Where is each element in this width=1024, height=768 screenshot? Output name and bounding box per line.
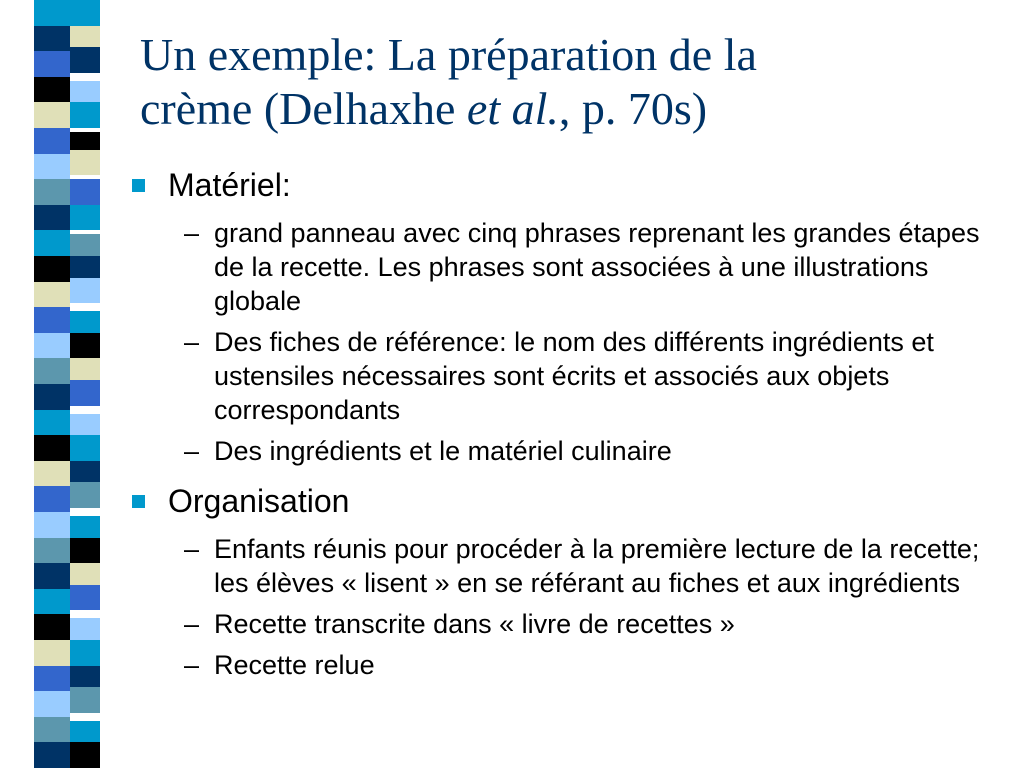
strip-segment [70,482,100,508]
strip-segment [34,717,70,742]
strip-segment [34,563,70,589]
strip-segment [34,691,70,717]
strip-segment [34,384,70,410]
sub-bullet-text: Des ingrédients et le matériel culinaire [214,436,672,466]
strip-segment [34,461,70,486]
bullet-heading: Organisation [168,483,350,519]
sub-bullet-item [128,607,1008,641]
sub-bullet-text: Recette transcrite dans « livre de recettes » [214,609,735,639]
strip-segment [34,51,70,77]
bullet-item [128,166,1008,204]
sub-bullet-item [128,434,1008,468]
strip-segment [34,154,70,179]
strip-segment [34,435,70,461]
strip-segment [34,77,70,102]
strip-segment [70,205,100,230]
title-text: Un exemple: La préparation de la [140,29,757,80]
strip-segment [34,256,70,282]
sub-bullet-item [128,325,1008,427]
strip-segment [70,687,100,713]
slide-title [140,28,1000,136]
strip-segment [70,102,100,128]
strip-segment [34,640,70,666]
title-text: et al. [466,83,559,134]
strip-segment [34,205,70,230]
strip-segment [34,358,70,384]
strip-segment [34,307,70,333]
strip-segment [34,333,70,358]
strip-segment [34,742,70,768]
sub-bullet-item [128,216,1008,318]
dash-bullet-icon: – [184,650,200,680]
square-bullet-icon [132,495,145,508]
strip-segment [70,333,100,358]
strip-segment [34,614,70,640]
title-text: crème (Delhaxhe [140,83,467,134]
square-bullet-icon [132,179,145,192]
strip-segment [34,282,70,307]
strip-segment [34,486,70,512]
dash-bullet-icon: – [184,218,200,248]
sub-bullet-text: Enfants réunis pour procéder à la première lecture de la recette; les élèves « lisent » en se référant au fiches et aux ingrédients [214,534,980,598]
bullet-item [128,482,1008,520]
strip-segment [34,512,70,538]
dash-bullet-icon: – [184,534,200,564]
strip-segment [34,26,70,51]
strip-segment [70,585,100,610]
bullet-heading: Matériel: [168,167,291,203]
strip-segment [70,278,100,303]
strip-segment [34,230,70,256]
strip-segment [70,538,100,563]
strip-segment [70,640,100,666]
dash-bullet-icon: – [184,436,200,466]
slide-content [128,166,1008,696]
strip-segment [34,0,70,26]
strip-segment [34,128,70,154]
strip-segment [34,666,70,691]
title-line [140,82,1000,136]
strip-segment [34,410,70,435]
title-text: , p. 70s) [558,83,708,134]
title-line [140,28,1000,82]
strip-segment [70,47,100,73]
strip-segment [70,742,100,768]
strip-segment [70,435,100,461]
sub-bullet-item [128,648,1008,682]
strip-segment [34,538,70,563]
strip-segment [70,380,100,406]
sub-bullet-text: Recette relue [214,650,375,680]
strip-segment [34,589,70,614]
strip-segment [34,179,70,205]
sub-bullet-text: Des fiches de référence: le nom des différents ingrédients et ustensiles nécessaires sont écrits et associés aux objets correspondants [214,327,934,425]
strip-segment [70,0,100,26]
dash-bullet-icon: – [184,609,200,639]
strip-segment [34,102,70,128]
sub-bullet-text: grand panneau avec cinq phrases reprenant les grandes étapes de la recette. Les phrases sont associées à une illustrations globale [214,218,980,316]
strip-segment [70,150,100,175]
decorative-side-strip [0,0,100,768]
dash-bullet-icon: – [184,327,200,357]
sub-bullet-item [128,532,1008,600]
strip-segment [70,179,100,205]
